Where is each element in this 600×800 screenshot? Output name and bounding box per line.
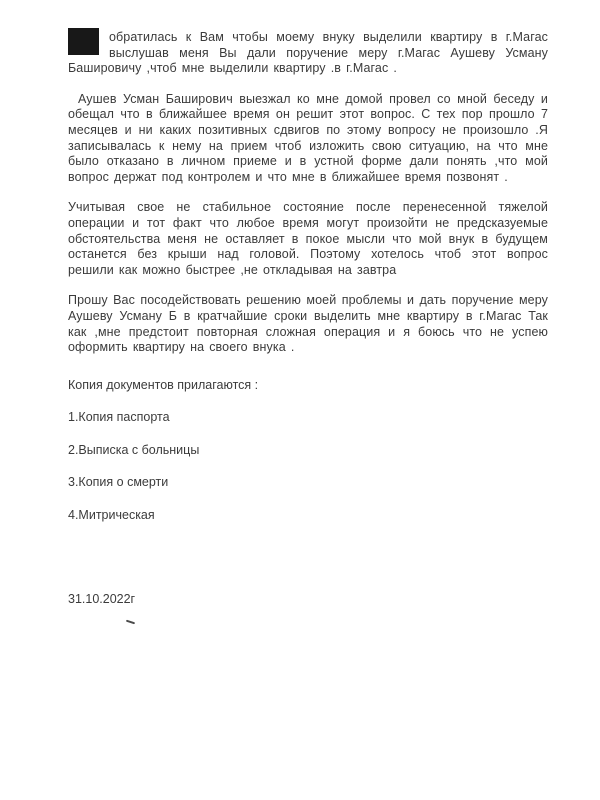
attachment-item-death-copy: 3.Копия о смерти <box>68 475 169 490</box>
letter-content <box>68 30 548 607</box>
attachment-item-passport: 1.Копия паспорта <box>68 410 170 425</box>
paragraph-request: Прошу Вас посодействовать решению моей проблемы и дать поручение меру Аушеву Усману Б в кратчайшие сроки выделить мне квартиру в г.Магас Так как ,мне предстоит повторная сложная операция и я боюсь что не успею оформить квартиру на своего внука . <box>68 293 548 355</box>
paragraph-intro: обратилась к Вам чтобы моему внуку выделили квартиру в г.Магас выслушав меня Вы дали поручение меру г.Магас Аушеву Усману Башировичу ,чтоб мне выделили квартиру .в г.Магас . <box>68 30 548 76</box>
paragraph-aushev-visit: Аушев Усман Баширович выезжал ко мне домой провел со мной беседу и обещал что в ближайшее время он решит этот вопрос. С тех пор прошло 7 месяцев и ни каких позитивных сдвигов по этому вопросу не произошло .Я записывалась к нему на прием чтоб изложить свою ситуацию, на что мне было отказано в личном приеме и в устной форме дали понять ,что мой вопрос держат под контролем и что мне в ближайшее время позвонят . <box>68 91 548 184</box>
pen-stroke-mark <box>126 620 135 625</box>
attachment-item-metric: 4.Митрическая <box>68 508 155 523</box>
attachment-item-hospital: 2.Выписка с больницы <box>68 442 200 457</box>
paragraph-health-concern: Учитывая свое не стабильное состояние после перенесенной тяжелой операции и тот факт что любое время могут произойти не предсказуемые обстоятельства меня не оставляет в покое мысли что мой внук в будущем останется без крыши над головой. Поэтому хотелось чтоб этот вопрос решили как можно быстрее ,не откладывая на завтра <box>68 200 548 277</box>
attachments-heading: Копия документов прилагаются : <box>68 377 259 392</box>
redaction-mark <box>68 28 99 55</box>
document-date: 31.10.2022г <box>68 591 136 606</box>
